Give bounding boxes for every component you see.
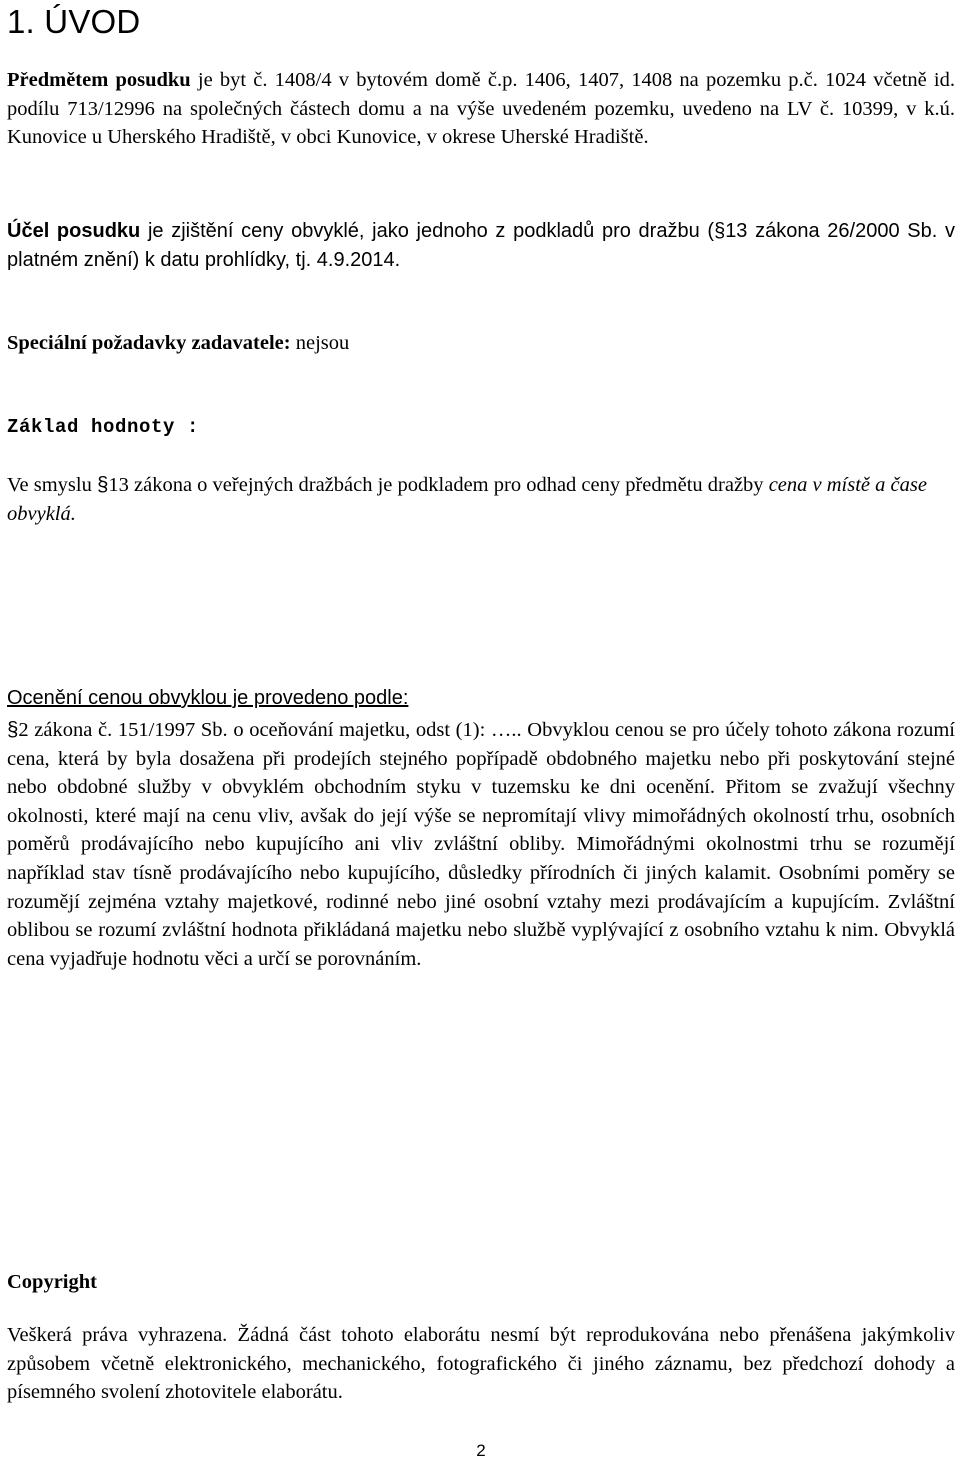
subject-label: Předmětem posudku [7, 69, 191, 91]
valuation-paragraph [7, 716, 955, 973]
purpose-paragraph [7, 217, 955, 274]
valuation-text: ….. Obvyklou cenou se pro účely tohoto zákona rozumí cena, která by byla dosažena při prodejích stejného popřípadě obdobného majetku nebo při poskytování stejné nebo obdobné služby v obvyklém obchodním styku v tuzemsku ke dni ocenění. Přitom se zvažují všechny okolnosti, které mají na cenu vliv, avšak do její výše se nepromítají vlivy mimořádných okolností trhu, osobních poměrů prodávajícího nebo kupujícího ani vliv zvláštní obliby. Mimořádnými okolnostmi trhu se rozumějí například stav tísně prodávajícího nebo kupujícího, důsledky přírodních či jiných kalamit. Osobními poměry se rozumějí zejména vztahy majetkové, rodinné nebo jiné osobní vztahy mezi prodávajícím a kupujícím. Zvláštní oblibou se rozumí zvláštní hodnota přikládaná majetku nebo službě vyplývající z osobního vztahu k nim. Obvyklá cena vyjadřuje hodnotu věci a určí se porovnáním. [7, 719, 955, 970]
section-sign: § [7, 718, 19, 741]
basis-of-value-text [7, 471, 955, 528]
purpose-text-continued: 13 zákona 26/2000 Sb. v platném znění) k datu prohlídky, tj. 4.9.2014. [7, 220, 955, 271]
basis-italic-text: cena v místě a čase obvyklá. [7, 474, 927, 525]
section-sign: § [96, 473, 109, 496]
valuation-method-label: Ocenění cenou obvyklou je provedeno podle: [7, 687, 409, 709]
copyright-title: Copyright [7, 1271, 97, 1293]
purpose-label: Účel posudku [7, 220, 141, 242]
subject-text: je byt č. 1408/4 v bytovém domě č.p. 1406, 1407, 1408 na pozemku p.č. 1024 včetně id. podílu 713/12996 na společných částech domu a na výše uvedeném pozemku, uvedeno na LV č. 10399, v k.ú. Kunovice u Uherského Hradiště, v obci Kunovice, v okrese Uherské Hradiště. [7, 69, 955, 149]
special-requirements-value: nejsou [290, 332, 350, 354]
basis-text: 13 zákona o veřejných dražbách je podkladem pro odhad ceny předmětu dražby [108, 474, 769, 496]
section-sign: § [714, 220, 726, 242]
valuation-law-reference: 2 zákona č. 151/1997 Sb. o oceňování majetku, odst (1): [18, 719, 491, 741]
purpose-text: je zjištění ceny obvyklé, jako jednoho z podkladů pro dražbu ( [140, 220, 715, 242]
page-number: 2 [476, 1441, 486, 1460]
subject-paragraph [7, 66, 955, 152]
special-requirements-label: Speciální požadavky zadavatele: [7, 332, 291, 354]
basis-text-start: Ve smyslu [7, 474, 97, 496]
section-heading: 1. ÚVOD [7, 3, 141, 40]
basis-of-value-label: Základ hodnoty : [7, 416, 200, 438]
copyright-text: Veškerá práva vyhrazena. Žádná část tohoto elaborátu nesmí být reprodukována nebo přenášena jakýmkoliv způsobem včetně elektronického, mechanického, fotografického či jiného záznamu, bez předchozí dohody a písemného svolení zhotovitele elaborátu. [7, 1324, 955, 1404]
special-requirements [7, 329, 955, 358]
